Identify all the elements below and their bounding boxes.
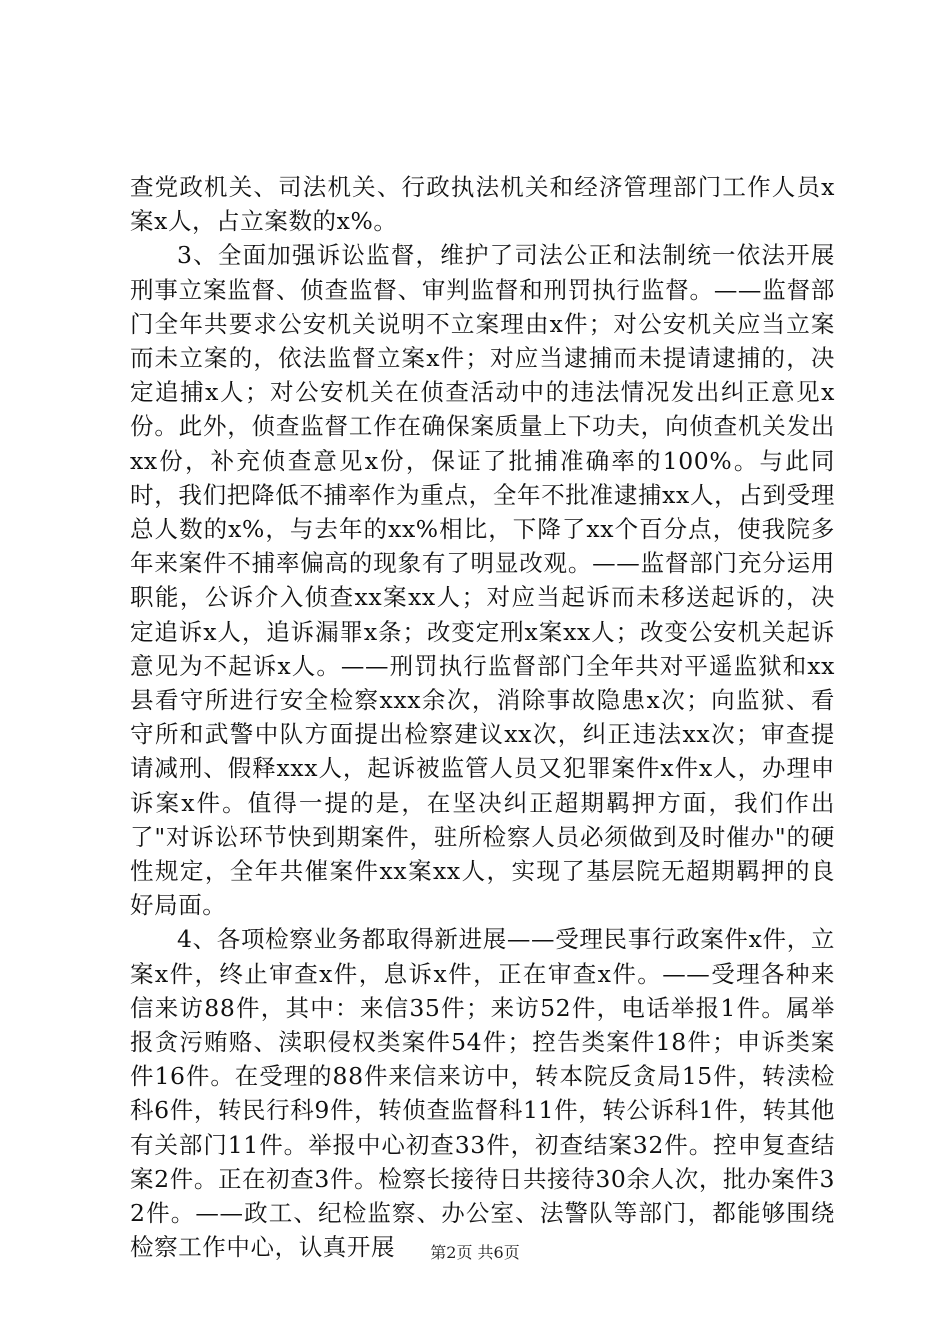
paragraph-continuation: 查党政机关、司法机关、行政执法机关和经济管理部门工作人员x案x人，占立案数的x%。 bbox=[130, 173, 835, 236]
paragraph-litigation-supervision: 3、全面加强诉讼监督，维护了司法公正和法制统一依法开展刑事立案监督、侦查监督、审判监督和刑罚执行监督。——监督部门全年共要求公安机关说明不立案理由x件；对公安机关应当立案而未立案的，依法监督立案x件；对应当逮捕而未提请逮捕的，决定追捕x人；对公安机关在侦查活动中的违法情况发出纠正意见x份。此外，侦查监督工作在确保案质量上下功夫，向侦查机关发出xx份，补充侦查意见x份，保证了批捕准确率的100%。与此同时，我们把降低不捕率作为重点，全年不批准逮捕xx人，占到受理总人数的x%，与去年的xx%相比，下降了xx个百分点，使我院多年来案件不捕率偏高的现象有了明显改观。——监督部门充分运用职能，公诉介入侦查xx案xx人；对应当起诉而未移送起诉的，决定追诉x人，追诉漏罪x条；改变定刑x案xx人；改变公安机关起诉意见为不起诉x人。——刑罚执行监督部门全年共对平遥监狱和xx县看守所进行安全检察xxx余次，消除事故隐患x次；向监狱、看守所和武警中队方面提出检察建议xx次，纠正违法xx次；审查提请减刑、假释xxx人，起诉被监管人员又犯罪案件x件x人，办理申诉案x件。值得一提的是，在坚决纠正超期羁押方面，我们作出了"对诉讼环节快到期案件，驻所检察人员必须做到及时催办"的硬性规定，全年共催案件xx案xx人，实现了基层院无超期羁押的良好局面。 bbox=[130, 241, 835, 920]
paragraph-procuratorial-progress: 4、各项检察业务都取得新进展——受理民事行政案件x件，立案x件，终止审查x件，息诉x件，正在审查x件。——受理各种来信来访88件，其中：来信35件；来访52件，电话举报1件。属举报贪污贿赂、渎职侵权类案件54件；控告类案件18件；申诉类案件16件。在受理的88件来信来访中，转本院反贪局15件，转渎检科6件，转民行科9件，转侦查监督科11件，转公诉科1件，转其他有关部门11件。举报中心初查33件，初查结案32件。控申复查结案2件。正在初查3件。检察长接待日共接待30余人次，批办案件32件。——政工、纪检监察、办公室、法警队等部门，都能够围绕检察工作中心，认真开展 bbox=[130, 925, 835, 1262]
document-body bbox=[130, 170, 835, 1265]
page-number-footer: 第2页 共6页 bbox=[430, 1243, 520, 1262]
